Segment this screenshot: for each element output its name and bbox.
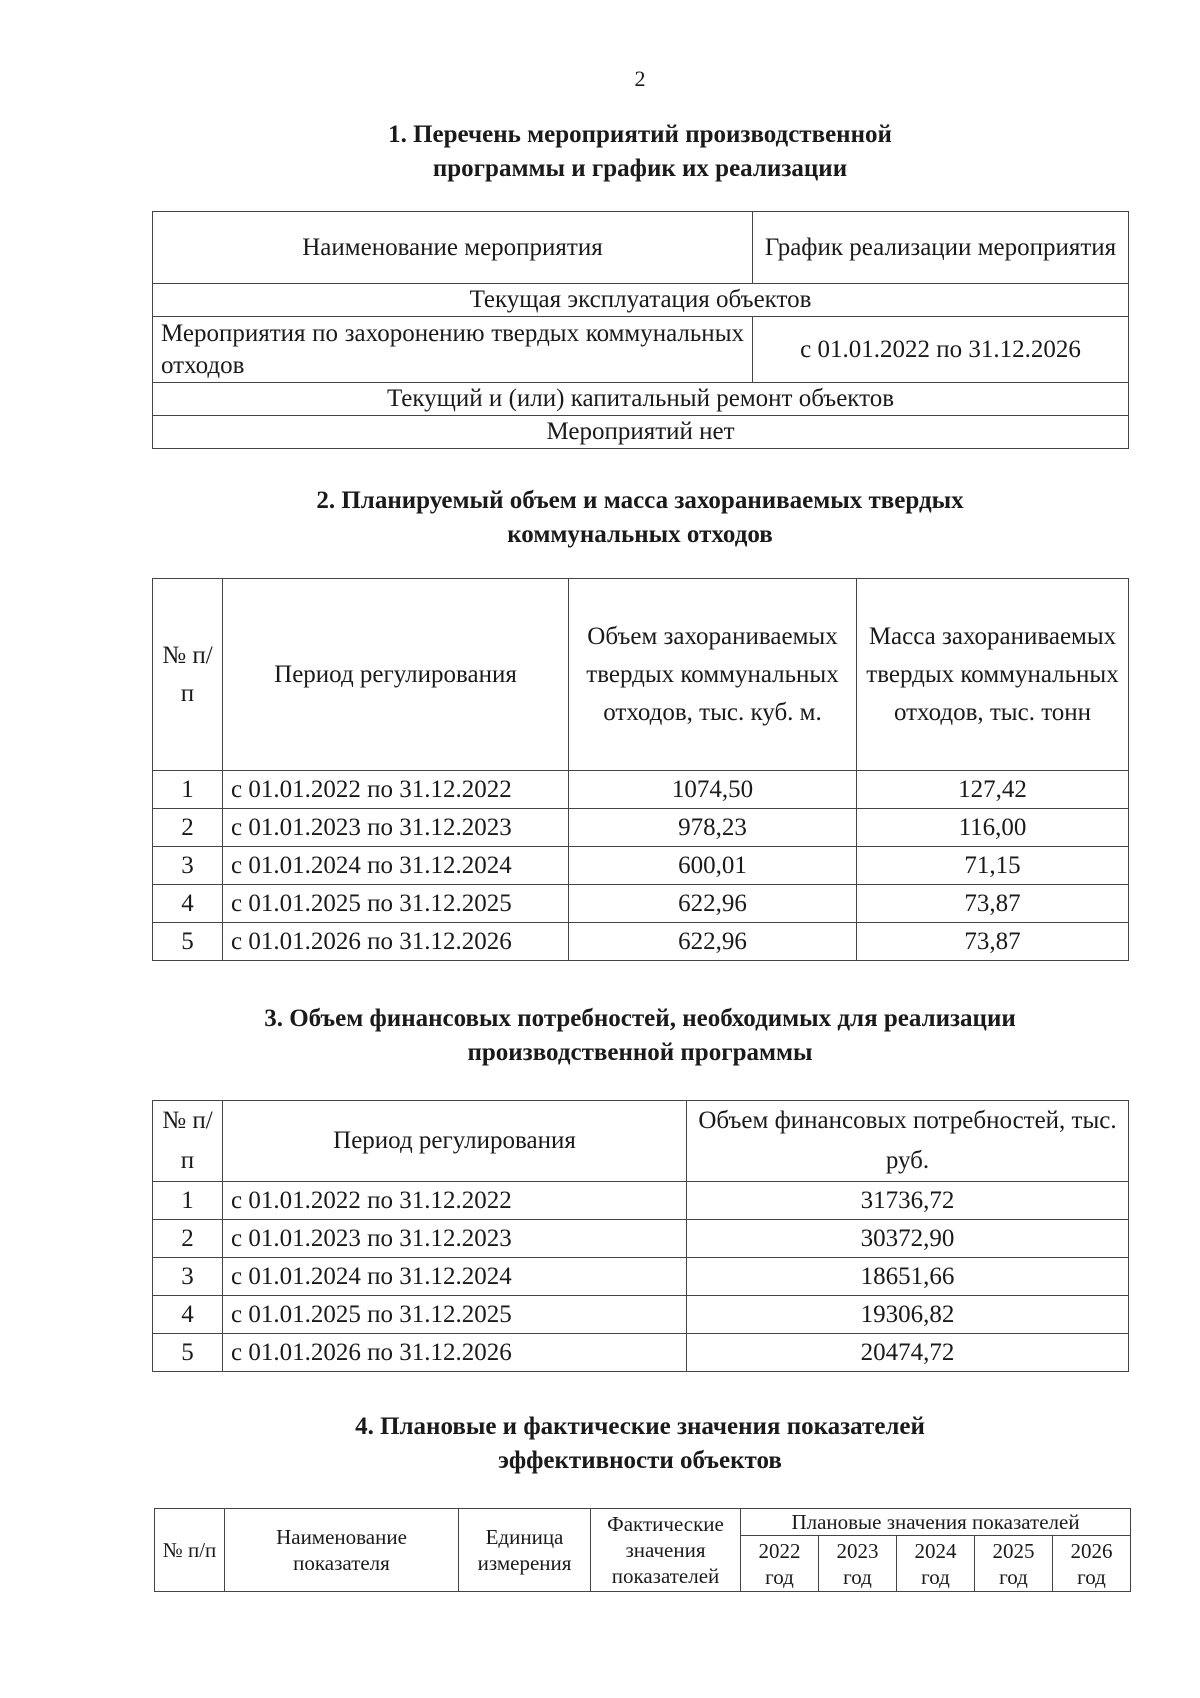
header-year-2024: 2024 год [897,1536,975,1592]
row-volume: 1074,50 [569,771,857,809]
activity-schedule-cell: с 01.01.2022 по 31.12.2026 [753,317,1129,383]
row-volume: 978,23 [569,809,857,847]
row-period: с 01.01.2023 по 31.12.2023 [223,809,569,847]
row-finance: 19306,82 [687,1296,1129,1334]
section-4-title-line-2: эффективности объектов [498,1447,782,1474]
row-volume: 622,96 [569,885,857,923]
table-row [153,1334,1129,1372]
header-activity-name: Наименование мероприятия [153,212,753,284]
row-num: 4 [153,885,223,923]
header-year-2025: 2025 год [975,1536,1053,1592]
header-period: Период регулирования [223,579,569,771]
header-num: № п/п [153,1101,223,1182]
section-1-title-line-2: программы и график их реализации [432,155,848,182]
header-mass: Масса захораниваемых твердых коммунальных отходов, тыс. тонн [857,579,1129,771]
section-2-title-line-2: коммунальных отходов [507,521,773,548]
row-period: с 01.01.2024 по 31.12.2024 [223,1258,687,1296]
row-period: с 01.01.2022 по 31.12.2022 [223,1182,687,1220]
header-num: № п/п [155,1509,225,1592]
activities-table [152,211,1129,449]
row-num: 3 [153,1258,223,1296]
header-actual: Фактические значения показателей [591,1509,741,1592]
activity-name-cell: Мероприятия по захоронению твердых коммунальных отходов [153,317,753,383]
row-volume: 622,96 [569,923,857,961]
row-mass: 127,42 [857,771,1129,809]
section-1-title [150,118,1130,186]
section-4-title-line-1: 4. Плановые и фактические значения показателей [355,1413,925,1440]
header-period: Период регулирования [223,1101,687,1182]
row-num: 1 [153,771,223,809]
row-period: с 01.01.2025 по 31.12.2025 [223,885,569,923]
row-period: с 01.01.2023 по 31.12.2023 [223,1220,687,1258]
header-activity-schedule: График реализации мероприятия [753,212,1129,284]
header-unit: Единица измерения [459,1509,591,1592]
row-num: 2 [153,1220,223,1258]
row-num: 5 [153,1334,223,1372]
table-row [153,847,1129,885]
row-finance: 18651,66 [687,1258,1129,1296]
section-1-title-line-1: 1. Перечень мероприятий производственной [388,121,892,148]
row-mass: 73,87 [857,923,1129,961]
section-4-title [150,1410,1130,1478]
table-row [153,885,1129,923]
row-num: 3 [153,847,223,885]
table-row [153,1182,1129,1220]
row-mass: 71,15 [857,847,1129,885]
section-2-title [150,484,1130,552]
row-period: с 01.01.2026 по 31.12.2026 [223,923,569,961]
header-year-2026: 2026 год [1053,1536,1131,1592]
table-row [153,1220,1129,1258]
row-period: с 01.01.2024 по 31.12.2024 [223,847,569,885]
finance-table [152,1100,1129,1372]
row-num: 5 [153,923,223,961]
indicators-table [154,1508,1131,1592]
waste-volume-table [152,578,1129,961]
header-num: № п/п [153,579,223,771]
section-3-title-line-1: 3. Объем финансовых потребностей, необходимых для реализации [264,1005,1016,1032]
row-finance: 30372,90 [687,1220,1129,1258]
row-mass: 73,87 [857,885,1129,923]
section-3-title-line-2: производственной программы [467,1039,813,1066]
header-planned: Плановые значения показателей [741,1509,1131,1536]
table-row [153,923,1129,961]
group-repair: Текущий и (или) капитальный ремонт объектов [153,383,1129,416]
row-finance: 20474,72 [687,1334,1129,1372]
group-current-operation: Текущая эксплуатация объектов [153,284,1129,317]
header-year-2022: 2022 год [741,1536,819,1592]
section-2-title-line-1: 2. Планируемый объем и масса захораниваемых твердых [316,487,964,514]
row-mass: 116,00 [857,809,1129,847]
table-row [153,1258,1129,1296]
row-num: 1 [153,1182,223,1220]
row-period: с 01.01.2022 по 31.12.2022 [223,771,569,809]
section-3-title [150,1002,1130,1070]
no-activities-note: Мероприятий нет [153,416,1129,449]
row-num: 4 [153,1296,223,1334]
header-finance: Объем финансовых потребностей, тыс. руб. [687,1101,1129,1182]
table-row [153,1296,1129,1334]
header-year-2023: 2023 год [819,1536,897,1592]
row-finance: 31736,72 [687,1182,1129,1220]
page-number: 2 [634,66,646,91]
row-period: с 01.01.2026 по 31.12.2026 [223,1334,687,1372]
header-indicator: Наименование показателя [225,1509,459,1592]
row-num: 2 [153,809,223,847]
table-row [153,809,1129,847]
row-period: с 01.01.2025 по 31.12.2025 [223,1296,687,1334]
header-volume: Объем захораниваемых твердых коммунальных отходов, тыс. куб. м. [569,579,857,771]
row-volume: 600,01 [569,847,857,885]
table-row [153,771,1129,809]
